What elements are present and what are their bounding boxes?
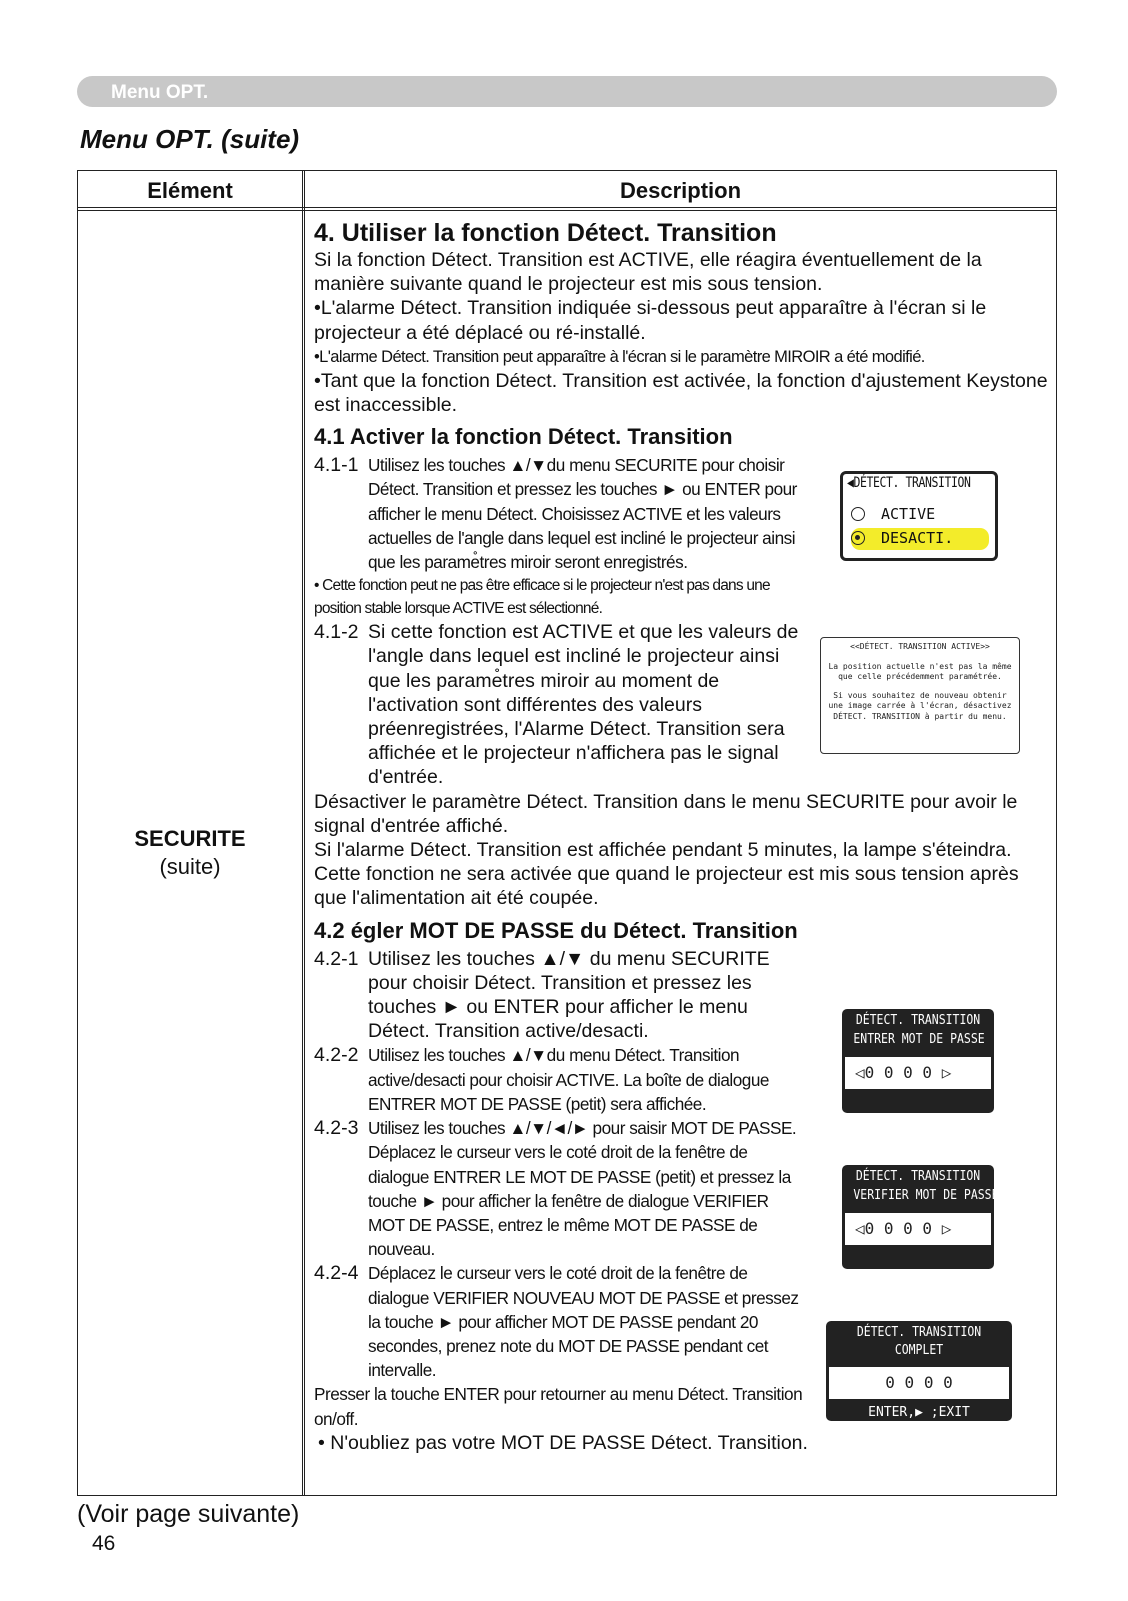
col-description-header: Description — [619, 178, 742, 203]
step-number: 4.2-4 — [314, 1262, 359, 1285]
section4-p1: Si la fonction Détect. Transition est ACTIVE, elle réagira éventuellement de la manière suivante quand le projecteur est mis sous tension. — [314, 249, 982, 296]
element-name: SECURITE — [134, 826, 246, 851]
osd-next-label: SUIVANT▶ — [927, 1112, 990, 1127]
osd-enter-digits: ◁0 0 0 0 ▷ — [845, 1057, 991, 1089]
section42-after: Presser la touche ENTER pour retourner au menu Détect. Transition on/off. — [314, 1384, 803, 1429]
step-text: Utilisez les touches ▲/▼ du menu SECURITE pour choisir Détect. Transition et pressez les touches ► ou ENTER pour afficher le menu Détect. Transition active/desacti. — [368, 947, 770, 1043]
step-4-2-1 — [314, 947, 808, 1044]
section4-p2: •L'alarme Détect. Transition indiquée si-dessous peut apparaître à l'écran si le projecteur a été déplacé ou ré-installé. — [314, 297, 987, 344]
section41-after2: Si l'alarme Détect. Transition est affichée pendant 5 minutes, la lampe s'éteindra. — [314, 839, 1012, 862]
menu-table — [77, 170, 1057, 1496]
osd-option-active: ACTIVE — [851, 505, 989, 523]
section4-title: 4. Utiliser la fonction Détect. Transition — [314, 219, 777, 247]
osd-alarm-line4: une image carrée à l'écran, désactivez — [828, 701, 1012, 710]
step-4-1-1 — [314, 453, 814, 574]
osd-alarm-line3: Si vous souhaitez de nouveau obtenir — [833, 690, 1007, 700]
section4-p4: •Tant que la fonction Détect. Transition est activée, la fonction d'ajustement Keystone est inaccessible. — [314, 369, 1048, 417]
section-banner — [77, 76, 1057, 107]
osd-complete-digits: 0 0 0 0 — [829, 1367, 1009, 1399]
osd-alarm-line2: que celle précédemment paramétrée. — [838, 672, 1002, 681]
element-sub: (suite) — [159, 854, 221, 879]
step-number: 4.1-2 — [314, 621, 359, 644]
section42-reminder: • N'oubliez pas votre MOT DE PASSE Détect. Transition. — [318, 1431, 808, 1454]
osd-complete-footer: ENTER,▶ ;EXIT — [868, 1405, 970, 1420]
section42-title: 4.2 égler MOT DE PASSE du Détect. Transition — [314, 917, 798, 943]
osd-alarm-line5: DÉTECT. TRANSITION à partir du menu. — [833, 711, 1007, 721]
osd-complete-line2: COMPLET — [894, 1342, 944, 1358]
radio-on-icon — [851, 531, 865, 545]
osd-alarm-title: <<DÉTECT. TRANSITION ACTIVE>> — [850, 642, 990, 651]
step-number: 4.2-2 — [314, 1044, 359, 1067]
step-number: 4.2-1 — [314, 947, 359, 970]
step-text: Déplacez le curseur vers le coté droit de la fenêtre de dialogue VERIFIER NOUVEAU MOT DE PASSE et pressez la touche ► pour afficher MOT DE PASSE pendant 20 secondes, prenez note du MOT DE PASSE pendant cet intervalle. — [368, 1263, 799, 1381]
osd-quit-label: ◀QUITTE — [846, 1112, 901, 1127]
section41-title: 4.1 Activer la fonction Détect. Transition — [314, 424, 733, 450]
osd-verify-digits: ◁0 0 0 0 ▷ — [845, 1213, 991, 1245]
step-4-1-2 — [314, 620, 800, 789]
osd-option-desacti: DESACTI. — [851, 528, 989, 550]
section41-after1: Désactiver le paramètre Détect. Transition dans le menu SECURITE pour avoir le signal d'entrée affiché. — [314, 790, 1018, 837]
step-text: Utilisez les touches ▲/▼/◄/► pour saisir MOT DE PASSE. Déplacez le curseur vers le coté droit de la fenêtre de dialogue ENTRER LE MOT DE PASSE (petit) et pressez la touche ► pour afficher la fenêtre de dialogue VERIFIER MOT DE PASSE, entrez le même MOT DE PASSE de nouveau. — [368, 1118, 797, 1260]
osd-enter-line1: DÉTECT. TRANSITION — [855, 1012, 981, 1028]
page-number: 46 — [92, 1532, 116, 1555]
step-4-2-2 — [314, 1043, 794, 1116]
osd-quit-label: ◀QUITTE — [846, 1268, 901, 1283]
osd-enter-line2: ENTRER MOT DE PASSE — [853, 1031, 985, 1047]
osd-alarm-box — [820, 637, 1020, 754]
banner-label: Menu OPT. — [111, 82, 209, 103]
osd-password-complete — [826, 1321, 1012, 1421]
step-number: 4.1-1 — [314, 454, 359, 477]
osd-next-label: SUIVANT▶ — [927, 1268, 990, 1283]
osd-enter-password — [842, 1009, 994, 1127]
osd-alarm-line1: La position actuelle n'est pas la même — [828, 661, 1012, 671]
step-number: 4.2-3 — [314, 1117, 359, 1140]
section41-note: • Cette fonction peut ne pas être efficace si le projecteur n'est pas dans une position stable lorsque ACTIVE est sélectionné. — [314, 577, 770, 618]
step-4-2-3 — [314, 1116, 804, 1261]
osd-verify-line1: DÉTECT. TRANSITION — [855, 1168, 981, 1184]
osd-complete-line1: DÉTECT. TRANSITION — [856, 1324, 982, 1340]
table-header — [78, 171, 1056, 211]
column-divider — [302, 171, 305, 1495]
section41-after3: Cette fonction ne sera activée que quand le projecteur est mis sous tension après que l'alimentation ait été coupée. — [314, 863, 1019, 910]
continue-note: (Voir page suivante) — [77, 1500, 300, 1528]
osd-verify-line2: VERIFIER MOT DE PASSE — [853, 1187, 999, 1203]
step-text: Utilisez les touches ▲/▼du menu SECURITE pour choisir Détect. Transition et pressez les touches ► ou ENTER pour afficher le menu Détect. Choisissez ACTIVE et les valeurs actuelles de l'angle dans lequel est incliné le projecteur ainsi que les parame̊tres miroir seront enregistrés. — [368, 455, 797, 573]
step-4-2-4 — [314, 1261, 804, 1382]
radio-off-icon — [851, 507, 865, 521]
osd-verify-password — [842, 1165, 999, 1283]
col-element-header: Elément — [147, 178, 233, 203]
osd-toggle-menu — [840, 471, 998, 561]
element-cell — [78, 826, 302, 880]
step-text: Utilisez les touches ▲/▼du menu Détect. Transition active/desacti pour choisir ACTIVE. La boîte de dialogue ENTRER MOT DE PASSE (petit) sera affichée. — [368, 1045, 769, 1114]
step-text: Si cette fonction est ACTIVE et que les valeurs de l'angle dans lequel est incliné le projecteur ainsi que les parame̊tres miroir au moment de l'activation sont différentes des valeurs préenregistrées, l'Alarme Détect. Transition sera affichée et le projecteur n'affichera pas le signal d'entrée. — [368, 621, 799, 789]
section4-p3: •L'alarme Détect. Transition peut apparaître à l'écran si le paramètre MIROIR a été modifié. — [314, 347, 925, 366]
page-title: Menu OPT. (suite) — [80, 124, 300, 154]
osd-toggle-header: ◀DÉTECT. TRANSITION — [847, 475, 971, 491]
